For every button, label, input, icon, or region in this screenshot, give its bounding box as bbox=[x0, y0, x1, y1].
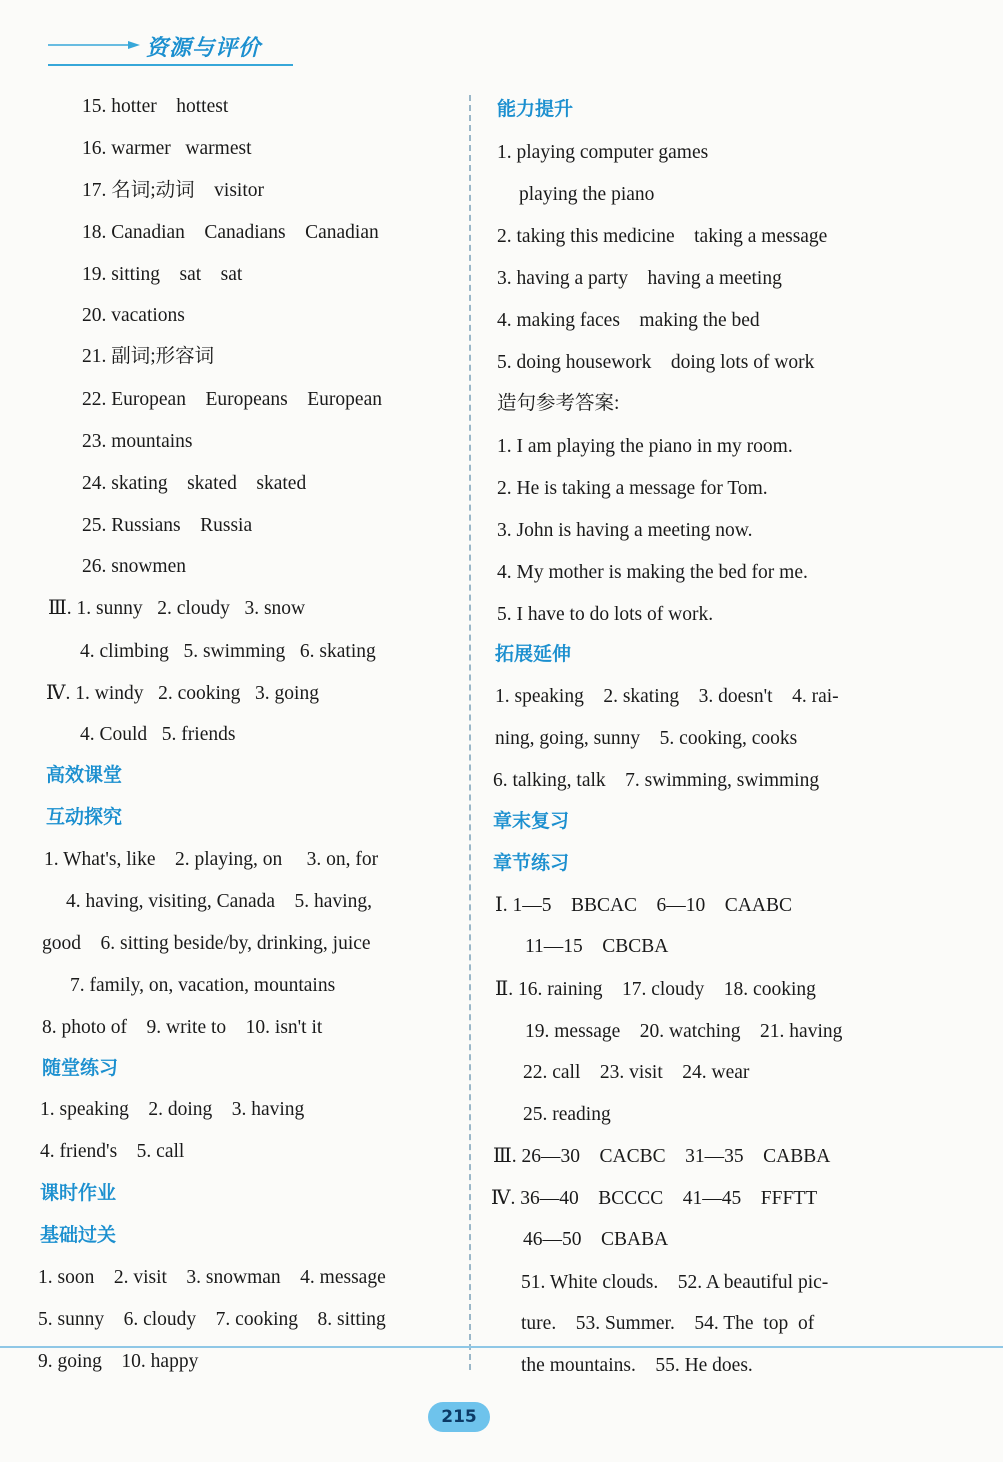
section-heading: 互动探究 bbox=[46, 806, 123, 828]
page-number: 215 bbox=[428, 1402, 490, 1432]
answer-line: 19. message 20. watching 21. having bbox=[525, 1021, 843, 1042]
answer-line: 20. vacations bbox=[82, 305, 185, 326]
answer-line: 18. Canadian Canadians Canadian bbox=[82, 222, 379, 243]
answer-line: 1. speaking 2. doing 3. having bbox=[40, 1099, 305, 1120]
answer-line: good 6. sitting beside/by, drinking, juice bbox=[42, 933, 371, 954]
section-heading: 章末复习 bbox=[493, 810, 570, 832]
answer-line: 7. family, on, vacation, mountains bbox=[70, 975, 336, 996]
answer-line: 5. doing housework doing lots of work bbox=[497, 352, 815, 373]
answer-line: 19. sitting sat sat bbox=[82, 264, 243, 285]
section-heading: 章节练习 bbox=[493, 852, 570, 874]
answer-line: 2. taking this medicine taking a message bbox=[497, 226, 828, 247]
answer-line: 3. having a party having a meeting bbox=[497, 268, 782, 289]
section-heading: 能力提升 bbox=[497, 98, 574, 120]
answer-line: 1. I am playing the piano in my room. bbox=[497, 436, 793, 457]
answer-line: 8. photo of 9. write to 10. isn't it bbox=[42, 1017, 323, 1038]
answer-line: Ⅳ. 1. windy 2. cooking 3. going bbox=[46, 683, 319, 704]
answer-line: 26. snowmen bbox=[82, 556, 186, 577]
answer-line: 1. speaking 2. skating 3. doesn't 4. rai- bbox=[495, 686, 839, 707]
column-divider bbox=[469, 95, 471, 1370]
answer-line: 5. I have to do lots of work. bbox=[497, 604, 714, 625]
section-heading: 高效课堂 bbox=[46, 764, 123, 786]
answer-line: the mountains. 55. He does. bbox=[521, 1355, 753, 1376]
section-heading: 拓展延伸 bbox=[495, 643, 572, 665]
answer-line: 4. friend's 5. call bbox=[40, 1141, 185, 1162]
answer-line: 4. climbing 5. swimming 6. skating bbox=[80, 641, 376, 662]
answer-line: playing the piano bbox=[519, 184, 655, 205]
answer-line: 4. Could 5. friends bbox=[80, 724, 236, 745]
answer-line: 6. talking, talk 7. swimming, swimming bbox=[493, 770, 820, 791]
footer-rule bbox=[0, 1346, 1003, 1348]
answer-line: 22. European Europeans European bbox=[82, 389, 382, 410]
answer-line: 造句参考答案: bbox=[497, 393, 620, 414]
answer-line: 4. My mother is making the bed for me. bbox=[497, 562, 808, 583]
answer-line: 4. making faces making the bed bbox=[497, 310, 760, 331]
answer-line: 25. reading bbox=[523, 1104, 611, 1125]
answer-line: 22. call 23. visit 24. wear bbox=[523, 1062, 750, 1083]
header-title: 资源与评价 bbox=[146, 36, 262, 61]
answer-line: 16. warmer warmest bbox=[82, 138, 252, 159]
answer-line: 1. playing computer games bbox=[497, 142, 709, 163]
answer-line: 24. skating skated skated bbox=[82, 473, 307, 494]
answer-line: 9. going 10. happy bbox=[38, 1351, 199, 1372]
section-heading: 随堂练习 bbox=[42, 1057, 119, 1079]
answer-line: 21. 副词;形容词 bbox=[82, 346, 215, 367]
answer-line: 51. White clouds. 52. A beautiful pic- bbox=[521, 1272, 829, 1293]
answer-line: 46—50 CBABA bbox=[523, 1229, 669, 1250]
answer-line: 17. 名词;动词 visitor bbox=[82, 180, 265, 201]
answer-line: 23. mountains bbox=[82, 431, 193, 452]
section-heading: 课时作业 bbox=[40, 1182, 117, 1204]
header-arrow-icon bbox=[48, 40, 143, 50]
header-rule bbox=[48, 64, 293, 66]
section-heading: 基础过关 bbox=[40, 1224, 117, 1246]
answer-line: 11—15 CBCBA bbox=[525, 936, 669, 957]
answer-line: Ⅳ. 36—40 BCCCC 41—45 FFFTT bbox=[491, 1188, 818, 1209]
answer-line: 4. having, visiting, Canada 5. having, bbox=[66, 891, 373, 912]
answer-line: Ⅲ. 1. sunny 2. cloudy 3. snow bbox=[48, 598, 306, 619]
answer-line: Ⅱ. 16. raining 17. cloudy 18. cooking bbox=[495, 979, 816, 1000]
answer-line: 1. What's, like 2. playing, on 3. on, for bbox=[44, 849, 379, 870]
answer-line: 2. He is taking a message for Tom. bbox=[497, 478, 768, 499]
answer-line: 3. John is having a meeting now. bbox=[497, 520, 753, 541]
answer-line: 5. sunny 6. cloudy 7. cooking 8. sitting bbox=[38, 1309, 386, 1330]
answer-line: 15. hotter hottest bbox=[82, 96, 229, 117]
answer-line: 25. Russians Russia bbox=[82, 515, 253, 536]
answer-line: ture. 53. Summer. 54. The top of bbox=[521, 1313, 815, 1334]
answer-line: Ⅰ. 1—5 BBCAC 6—10 CAABC bbox=[495, 895, 792, 916]
answer-line: Ⅲ. 26—30 CACBC 31—35 CABBA bbox=[493, 1146, 831, 1167]
answer-line: 1. soon 2. visit 3. snowman 4. message bbox=[38, 1267, 386, 1288]
answer-line: ning, going, sunny 5. cooking, cooks bbox=[495, 728, 798, 749]
